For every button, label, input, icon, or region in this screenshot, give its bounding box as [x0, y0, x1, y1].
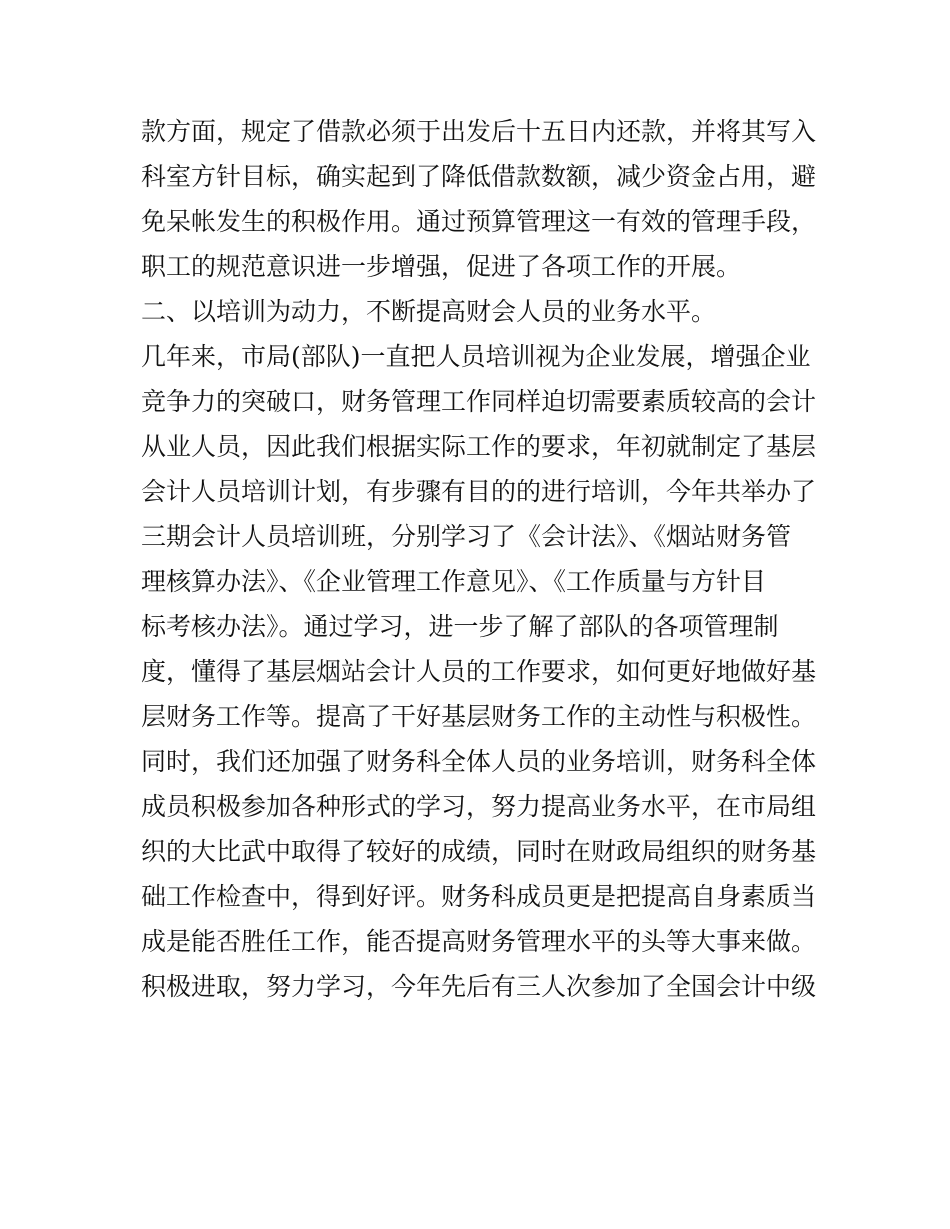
text-line: 积极进取，努力学习，今年先后有三人次参加了全国会计中级: [141, 972, 817, 1001]
text-line: 础工作检查中，得到好评。财务科成员更是把提高自身素质当: [141, 882, 817, 911]
text-line: 成是能否胜任工作，能否提高财务管理水平的头等大事来做。: [141, 927, 817, 956]
text-line: 三期会计人员培训班，分别学习了《会计法》、《烟站财务管: [141, 522, 792, 551]
text-line: 款方面，规定了借款必须于出发后十五日内还款，并将其写入: [141, 117, 817, 146]
text-line: 会计人员培训计划，有步骤有目的的进行培训，今年共举办了: [141, 477, 817, 506]
text-line: 理核算办法》、《企业管理工作意见》、《工作质量与方针目: [141, 567, 767, 596]
text-line: 几年来，市局(部队)一直把人员培训视为企业发展，增强企业: [141, 342, 811, 371]
text-line: 职工的规范意识进一步增强，促进了各项工作的开展。: [141, 252, 742, 281]
text-line: 科室方针目标，确实起到了降低借款数额，减少资金占用，避: [141, 162, 817, 191]
body-text: [141, 109, 821, 1009]
text-line: 织的大比武中取得了较好的成绩，同时在财政局组织的财务基: [141, 837, 817, 866]
section-heading: 二、以培训为动力，不断提高财会人员的业务水平。: [141, 297, 717, 326]
text-line: 同时，我们还加强了财务科全体人员的业务培训，财务科全体: [141, 747, 817, 776]
text-line: 标考核办法》。通过学习，进一步了解了部队的各项管理制: [141, 612, 779, 641]
text-line: 竞争力的突破口，财务管理工作同样迫切需要素质较高的会计: [141, 387, 817, 416]
text-line: 免呆帐发生的积极作用。通过预算管理这一有效的管理手段，: [141, 207, 817, 236]
text-line: 层财务工作等。提高了干好基层财务工作的主动性与积极性。: [141, 702, 817, 731]
text-line: 度，懂得了基层烟站会计人员的工作要求，如何更好地做好基: [141, 657, 817, 686]
text-line: 成员积极参加各种形式的学习，努力提高业务水平，在市局组: [141, 792, 817, 821]
text-line: 从业人员，因此我们根据实际工作的要求，年初就制定了基层: [141, 432, 817, 461]
